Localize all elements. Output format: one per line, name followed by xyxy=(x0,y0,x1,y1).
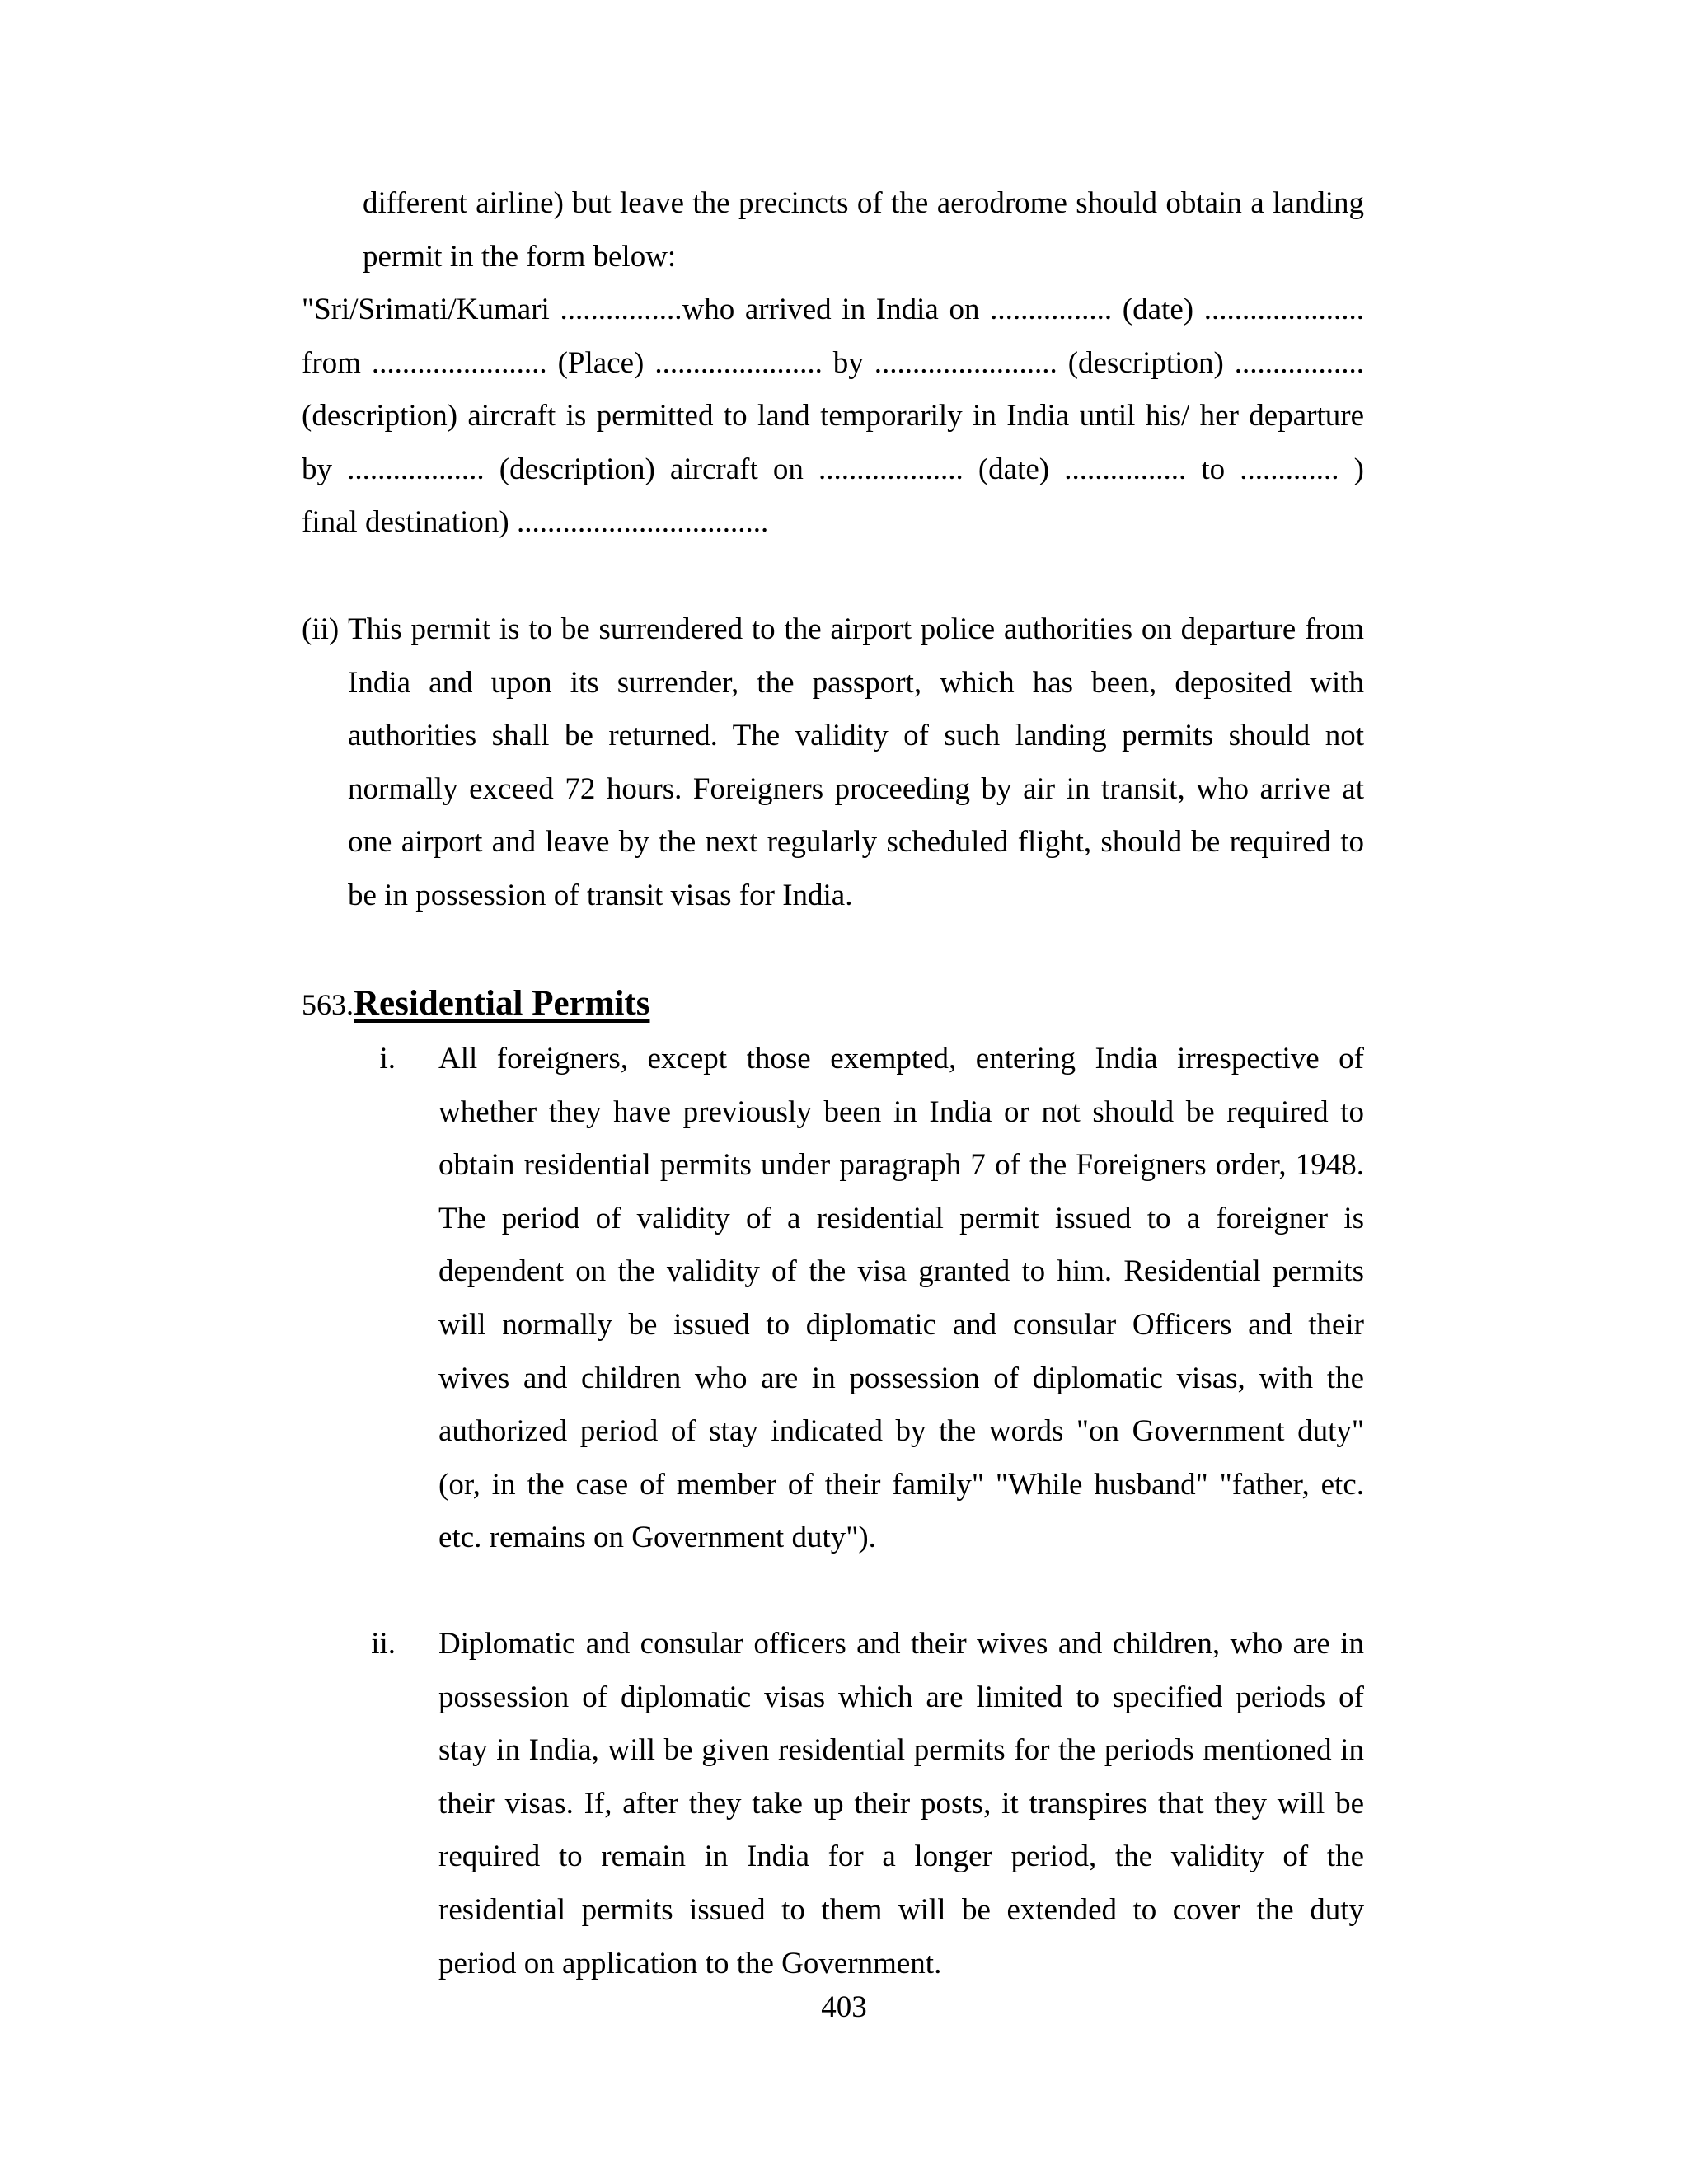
text-line: residential permits issued to them will be extended to cover the duty xyxy=(438,1892,1364,1927)
text-line: normally exceed 72 hours. Foreigners proceeding by air in transit, who arrive at xyxy=(348,771,1364,806)
section-number: 563. xyxy=(302,988,354,1021)
section-heading xyxy=(302,977,649,1035)
text-line: whether they have previously been in India or not should be required to xyxy=(438,1094,1364,1129)
intro-continuation xyxy=(363,177,1364,284)
text-line: period on application to the Government. xyxy=(438,1946,942,1980)
text-line: All foreigners, except those exempted, entering India irrespective of xyxy=(438,1042,1364,1076)
text-line: (description) aircraft is permitted to land temporarily in India until his/ her departure xyxy=(302,399,1364,434)
text-line: required to remain in India for a longer period, the validity of the xyxy=(438,1840,1364,1874)
list-item-body xyxy=(438,1033,1364,1565)
text-line: from ....................... (Place) ...................... by ........................ (description) ................. xyxy=(302,345,1364,380)
paragraph-label: (ii) xyxy=(302,612,340,646)
text-line: dependent on the validity of the visa granted to him. Residential permits xyxy=(438,1254,1364,1289)
text-line: (or, in the case of member of their family" "While husband" "father, etc. xyxy=(438,1467,1364,1502)
text-line: authorized period of stay indicated by the words "on Government duty" xyxy=(438,1414,1364,1449)
text-line: will normally be issued to diplomatic and consular Officers and their xyxy=(438,1307,1364,1342)
text-line: different airline) but leave the precincts of the aerodrome should obtain a landing xyxy=(363,186,1364,220)
text-line: be in possession of transit visas for India. xyxy=(348,878,853,912)
landing-permit-form-template xyxy=(302,284,1364,550)
text-line: etc. remains on Government duty"). xyxy=(438,1521,876,1555)
text-line: by .................. (description) aircraft on ................... (date) ................ to ............. ) xyxy=(302,452,1364,486)
text-line: final destination) ................................. xyxy=(302,505,769,540)
text-line: The period of validity of a residential permit issued to a foreigner is xyxy=(438,1201,1364,1235)
section-title: Residential Permits xyxy=(354,984,650,1023)
text-line: wives and children who are in possession of diplomatic visas, with the xyxy=(438,1361,1364,1395)
paragraph-ii-body xyxy=(348,603,1364,923)
text-line: India and upon its surrender, the passport, which has been, deposited with xyxy=(348,665,1364,700)
text-line: This permit is to be surrendered to the airport police authorities on departure from xyxy=(348,612,1364,646)
text-line: permit in the form below: xyxy=(363,239,677,274)
list-item-number: i. xyxy=(379,1042,396,1076)
text-line: "Sri/Srimati/Kumari ................who arrived in India on ................ (date) ..................... xyxy=(302,293,1364,326)
text-line: Diplomatic and consular officers and their wives and children, who are in xyxy=(438,1627,1364,1661)
list-item-number: ii. xyxy=(371,1627,396,1661)
page-number: 403 xyxy=(821,1990,867,2024)
text-line: their visas. If, after they take up their posts, it transpires that they will be xyxy=(438,1786,1364,1821)
text-line: one airport and leave by the next regularly scheduled flight, should be required to xyxy=(348,825,1364,860)
text-line: possession of diplomatic visas which are limited to specified periods of xyxy=(438,1680,1364,1714)
text-line: stay in India, will be given residential permits for the periods mentioned in xyxy=(438,1733,1364,1768)
text-line: authorities shall be returned. The validity of such landing permits should not xyxy=(348,719,1364,753)
list-item-body xyxy=(438,1618,1364,1990)
text-line: obtain residential permits under paragraph 7 of the Foreigners order, 1948. xyxy=(438,1148,1364,1183)
